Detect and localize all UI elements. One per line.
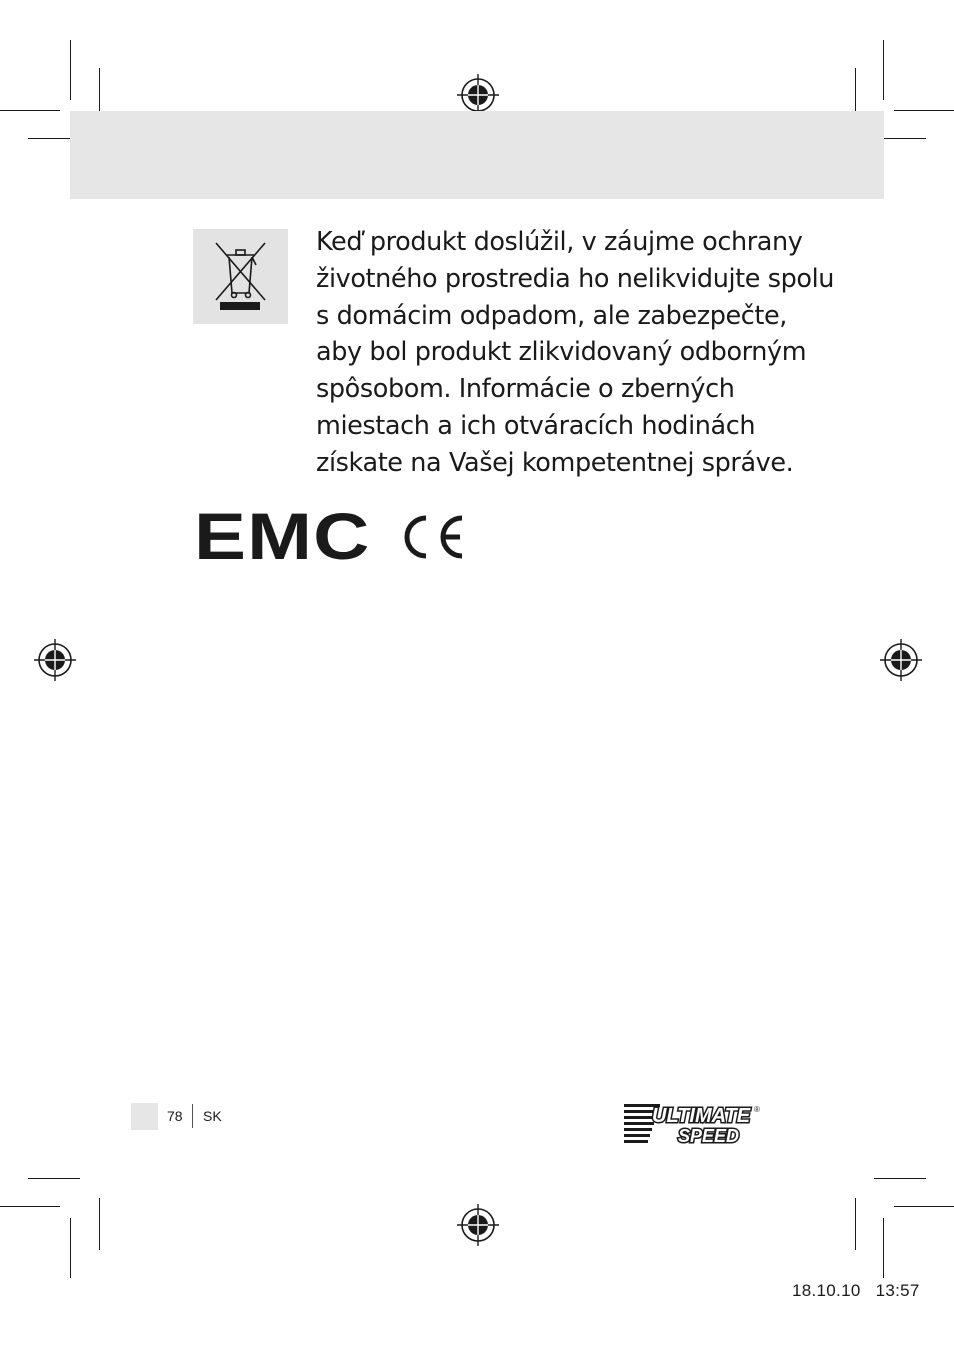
crossed-out-wheelie-bin-icon [193, 229, 288, 324]
weee-icon-box [193, 229, 288, 324]
disposal-notice-line: životného prostredia ho nelikvidujte spolu [316, 263, 835, 294]
brand-line-2: SPEED [678, 1126, 740, 1146]
disposal-notice-line: aby bol produkt zlikvidovaný odborným [316, 337, 807, 368]
registration-mark-icon [457, 1204, 499, 1246]
brand-registered-mark: ® [754, 1105, 760, 1114]
registration-mark-icon [457, 74, 499, 116]
page-marker-box [131, 1103, 158, 1130]
disposal-notice [316, 224, 835, 482]
disposal-notice-line: Keď produkt doslúžil, v záujme ochrany [316, 227, 803, 257]
registration-mark-icon [880, 639, 922, 681]
page-number: 78 [167, 1108, 183, 1124]
brand-line-1: ULTIMATE [652, 1105, 751, 1127]
disposal-notice-line: s domácim odpadom, ale zabezpečte, [316, 300, 787, 331]
page-separator [192, 1104, 193, 1128]
registration-mark-icon [34, 639, 76, 681]
print-timestamp: 18.10.10 13:57 [792, 1281, 920, 1300]
disposal-notice-line: miestach a ich otváracích hodinách [316, 410, 756, 441]
disposal-notice-line: spôsobom. Informácie o zberných [316, 374, 735, 405]
header-band [70, 111, 884, 199]
ce-mark-icon [398, 512, 466, 562]
emc-logo: EMC [194, 499, 371, 573]
page-language: SK [203, 1108, 222, 1124]
disposal-notice-line: získate na Vašej kompetentnej správe. [316, 447, 794, 478]
ultimate-speed-logo [622, 1098, 764, 1148]
